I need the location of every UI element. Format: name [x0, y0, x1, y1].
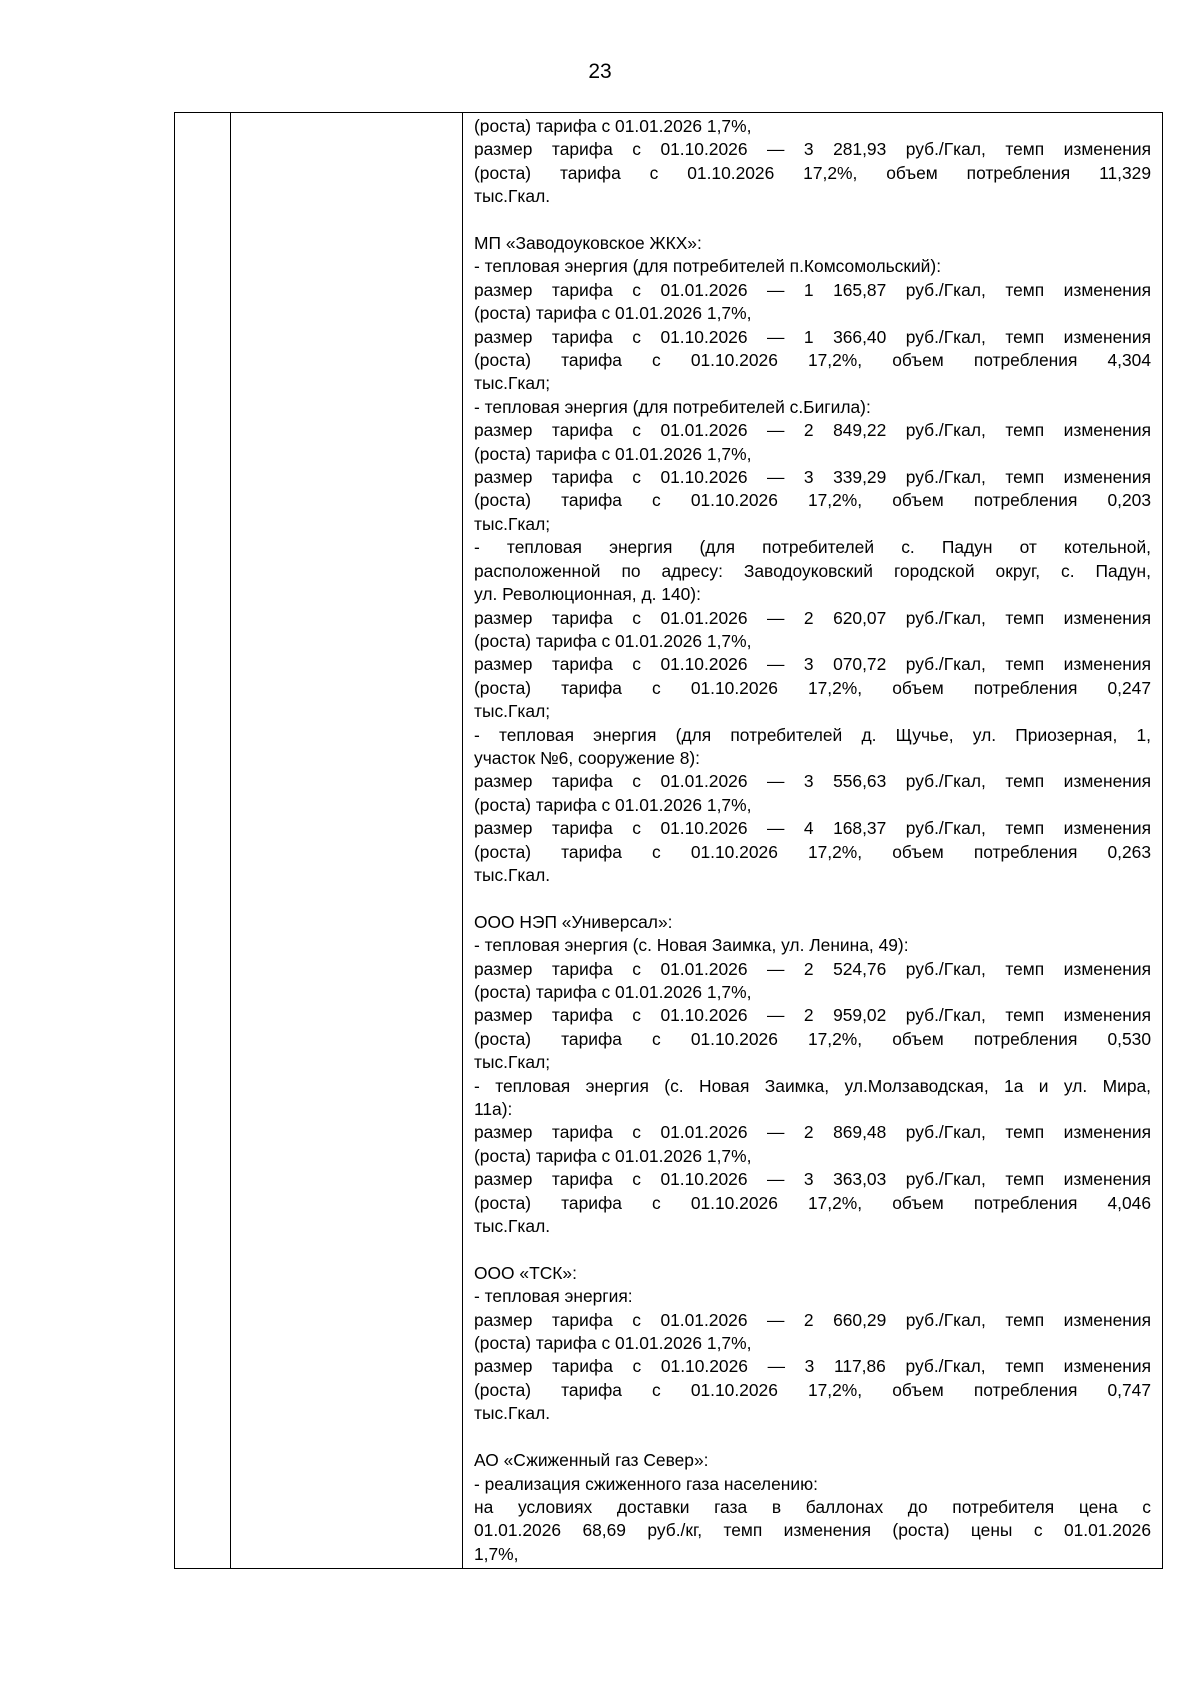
text-line: (роста) тарифа с 01.01.2026 1,7%, — [474, 1145, 752, 1166]
text-line: 01.01.2026 68,69 руб./кг, темп изменения (роста) цены с 01.01.2026 — [474, 1520, 1151, 1541]
text-line: ул. Революционная, д. 140): — [474, 584, 701, 605]
text-line: (роста) тарифа с 01.01.2026 1,7%, — [474, 1333, 752, 1354]
text-line: (роста) тарифа с 01.01.2026 1,7%, — [474, 303, 752, 324]
text-line: размер тарифа с 01.01.2026 — 2 524,76 руб./Гкал, темп изменения — [474, 958, 1151, 979]
text-line: (роста) тарифа с 01.10.2026 17,2%, объем потребления 0,747 — [474, 1379, 1151, 1400]
text-line: - тепловая энергия (для потребителей с.Бигила): — [474, 396, 871, 417]
text-line: размер тарифа с 01.10.2026 — 3 281,93 руб./Гкал, темп изменения — [474, 139, 1151, 160]
table-row — [175, 113, 1163, 1569]
text-line: размер тарифа с 01.01.2026 — 2 620,07 руб./Гкал, темп изменения — [474, 607, 1151, 628]
text-block — [474, 1449, 1151, 1566]
text-line: (роста) тарифа с 01.10.2026 17,2%, объем потребления 4,304 — [474, 350, 1151, 371]
text-line: тыс.Гкал; — [474, 1052, 551, 1073]
text-line: (роста) тарифа с 01.10.2026 17,2%, объем потребления 0,203 — [474, 490, 1151, 511]
text-line: тыс.Гкал. — [474, 186, 551, 207]
text-line: размер тарифа с 01.10.2026 — 2 959,02 руб./Гкал, темп изменения — [474, 1005, 1151, 1026]
text-line: тыс.Гкал; — [474, 373, 551, 394]
text-line: размер тарифа с 01.01.2026 — 1 165,87 руб./Гкал, темп изменения — [474, 279, 1151, 300]
text-line: (роста) тарифа с 01.01.2026 1,7%, — [474, 116, 752, 136]
text-line: - тепловая энергия (с. Новая Заимка, ул.Молзаводская, 1а и ул. Мира, — [474, 1075, 1151, 1096]
text-line: тыс.Гкал. — [474, 1216, 551, 1237]
text-line: размер тарифа с 01.10.2026 — 3 339,29 руб./Гкал, темп изменения — [474, 467, 1151, 488]
text-block — [474, 115, 1151, 209]
tariff-table — [174, 112, 1163, 1569]
text-line: (роста) тарифа с 01.10.2026 17,2%, объем потребления 0,530 — [474, 1028, 1151, 1049]
text-line: размер тарифа с 01.10.2026 — 3 117,86 руб./Гкал, темп изменения — [474, 1356, 1151, 1377]
name-cell — [231, 113, 463, 1569]
text-line: (роста) тарифа с 01.01.2026 1,7%, — [474, 443, 752, 464]
text-line: (роста) тарифа с 01.10.2026 17,2%, объем потребления 11,329 — [474, 162, 1151, 183]
text-line: размер тарифа с 01.10.2026 — 4 168,37 руб./Гкал, темп изменения — [474, 818, 1151, 839]
text-line: - тепловая энергия (с. Новая Заимка, ул. Ленина, 49): — [474, 935, 909, 956]
text-line: размер тарифа с 01.01.2026 — 2 849,22 руб./Гкал, темп изменения — [474, 420, 1151, 441]
text-block — [474, 232, 1151, 887]
text-line: ООО НЭП «Универсал»: — [474, 911, 673, 932]
text-line: - тепловая энергия (для потребителей п.Комсомольский): — [474, 256, 942, 277]
text-line: (роста) тарифа с 01.01.2026 1,7%, — [474, 982, 752, 1002]
text-line: (роста) тарифа с 01.10.2026 17,2%, объем потребления 4,046 — [474, 1192, 1151, 1213]
text-line: расположенной по адресу: Заводоуковский городской округ, с. Падун, — [474, 560, 1151, 581]
text-line: МП «Заводоуковское ЖКХ»: — [474, 233, 702, 254]
text-line: (роста) тарифа с 01.10.2026 17,2%, объем потребления 0,247 — [474, 677, 1151, 698]
text-line: АО «Сжиженный газ Север»: — [474, 1450, 709, 1471]
text-line: - тепловая энергия (для потребителей с. Падун от котельной, — [474, 537, 1151, 558]
text-line: размер тарифа с 01.10.2026 — 1 366,40 руб./Гкал, темп изменения — [474, 326, 1151, 347]
text-line: размер тарифа с 01.01.2026 — 2 869,48 руб./Гкал, темп изменения — [474, 1122, 1151, 1143]
text-line: (роста) тарифа с 01.10.2026 17,2%, объем потребления 0,263 — [474, 841, 1151, 862]
text-line: размер тарифа с 01.01.2026 — 3 556,63 руб./Гкал, темп изменения — [474, 771, 1151, 792]
text-block — [474, 911, 1151, 1239]
text-block — [474, 1262, 1151, 1426]
text-line: ООО «ТСК»: — [474, 1262, 577, 1283]
text-line: тыс.Гкал; — [474, 701, 551, 722]
text-line: размер тарифа с 01.01.2026 — 2 660,29 руб./Гкал, темп изменения — [474, 1309, 1151, 1330]
page-number: 23 — [588, 60, 612, 83]
text-line: - тепловая энергия: — [474, 1286, 633, 1307]
number-cell — [175, 113, 231, 1569]
text-line: тыс.Гкал. — [474, 864, 551, 885]
text-line: (роста) тарифа с 01.01.2026 1,7%, — [474, 794, 752, 815]
text-line: размер тарифа с 01.10.2026 — 3 070,72 руб./Гкал, темп изменения — [474, 654, 1151, 675]
text-line: - тепловая энергия (для потребителей д. Щучье, ул. Приозерная, 1, — [474, 724, 1151, 745]
text-line: - реализация сжиженного газа населению: — [474, 1473, 818, 1494]
text-line: (роста) тарифа с 01.01.2026 1,7%, — [474, 630, 752, 651]
text-line: на условиях доставки газа в баллонах до потребителя цена с — [474, 1496, 1151, 1517]
text-line: тыс.Гкал. — [474, 1403, 551, 1424]
text-line: участок №6, сооружение 8): — [474, 747, 701, 768]
text-line: размер тарифа с 01.10.2026 — 3 363,03 руб./Гкал, темп изменения — [474, 1169, 1151, 1190]
text-line: 1,7%, — [474, 1543, 519, 1564]
content-cell — [463, 113, 1163, 1569]
text-line: 11а): — [474, 1099, 513, 1120]
text-line: тыс.Гкал; — [474, 513, 551, 534]
